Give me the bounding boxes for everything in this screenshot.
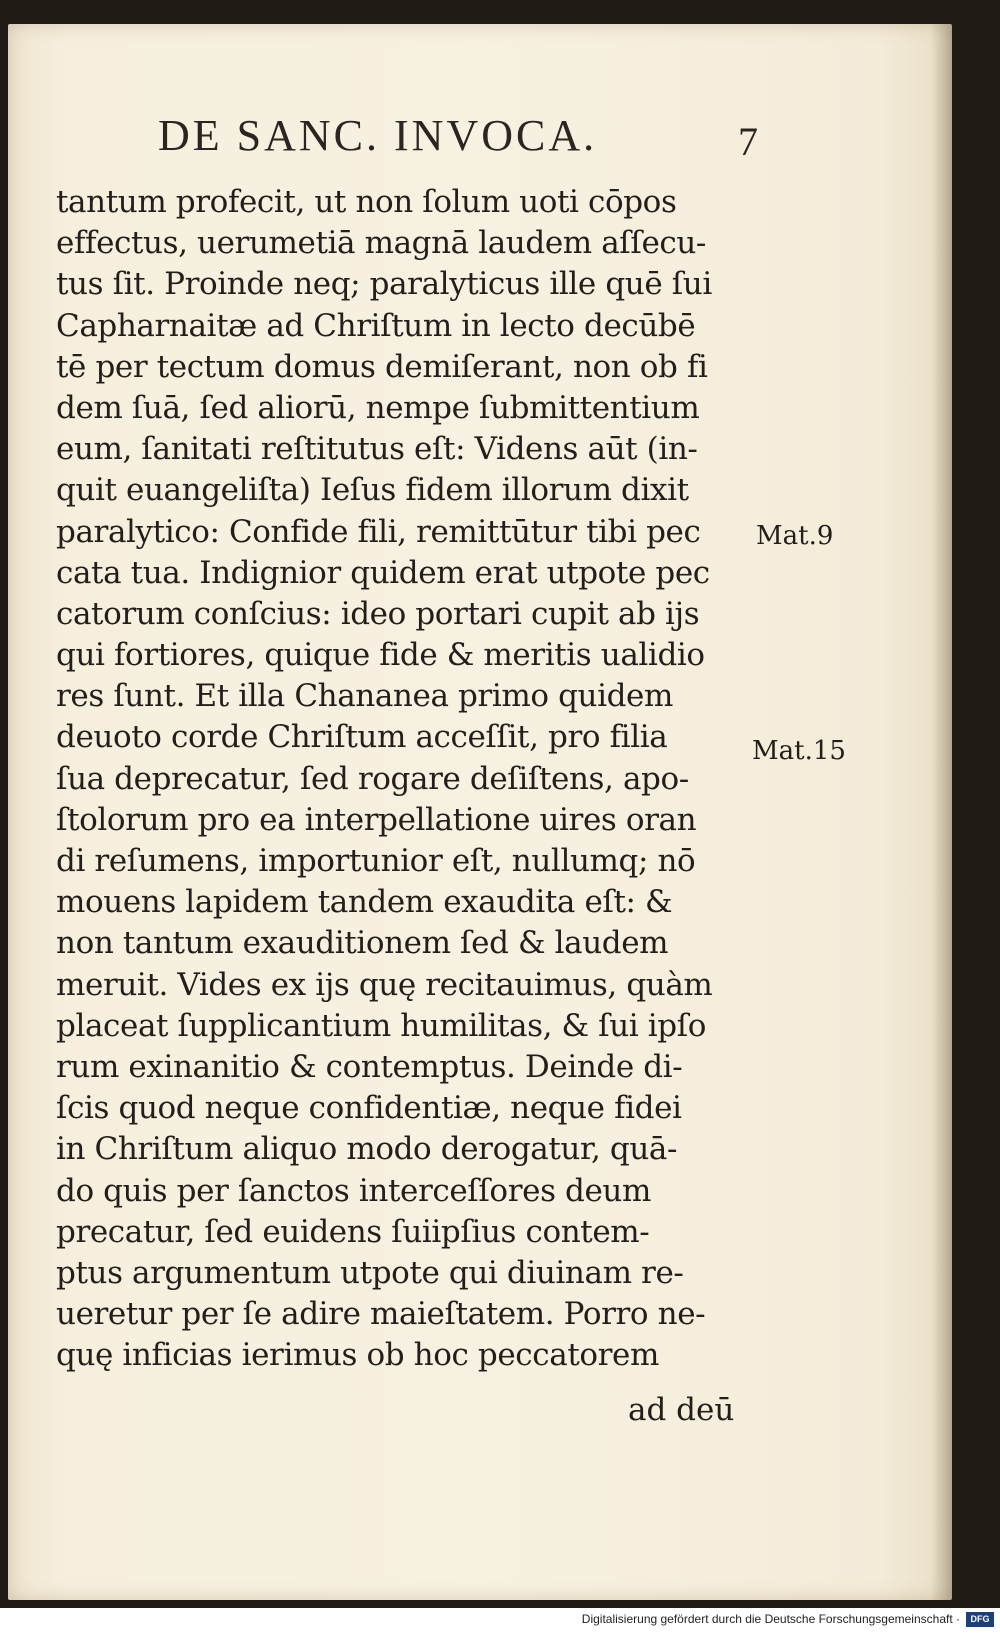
running-head: DE SANC. INVOCA. <box>158 111 598 160</box>
text-line: precatur, ſed euidens ſuiipſius contem- <box>56 1213 650 1250</box>
text-line: paralytico: Confide fili, remittūtur tibi pec <box>56 513 701 550</box>
text-line: Capharnaitæ ad Chriſtum in lecto decūbē <box>56 307 696 344</box>
text-line: non tantum exauditionem ſed & laudem <box>56 925 669 962</box>
body-text <box>56 182 746 1376</box>
folio-mark: 7 <box>738 119 758 164</box>
text-line: ſtolorum pro ea interpellatione uires oran <box>56 801 697 838</box>
margin-note-mat15: Mat.15 <box>752 736 846 766</box>
text-line: do quis per ſanctos interceſſores deum <box>56 1172 651 1209</box>
text-line: cata tua. Indignior quidem erat utpote pec <box>56 554 710 591</box>
text-line: di reſumens, importunior eſt, nullumq; nō <box>56 843 696 879</box>
text-line: placeat ſupplicantium humilitas, & ſui ipſo <box>56 1007 707 1044</box>
footer-bar <box>0 1608 1000 1633</box>
text-line: quit euangeliſta) Ieſus fidem illorum dixit <box>56 472 689 509</box>
text-line: res ſunt. Et illa Chananea primo quidem <box>56 678 673 715</box>
text-line: effectus, uerumetiā magnā laudem aſſecu- <box>56 225 706 262</box>
text-line: mouens lapidem tandem exaudita eſt: & <box>56 884 673 921</box>
margin-note-mat9: Mat.9 <box>756 521 834 551</box>
text-line: tus ſit. Proinde neq; paralyticus ille quē ſui <box>56 266 712 303</box>
text-line: qui fortiores, quique fide & meritis ualidio <box>56 637 705 674</box>
text-line: ſcis quod neque confidentiæ, neque fidei <box>56 1090 682 1127</box>
text-line: catorum conſcius: ideo portari cupit ab ijs <box>56 595 700 632</box>
text-line: ueretur per ſe adire maieſtatem. Porro ne- <box>56 1296 706 1333</box>
text-line: in Chriſtum aliquo modo derogatur, quā- <box>56 1131 678 1168</box>
catchword: ad deū <box>628 1392 735 1428</box>
text-line: eum, ſanitati reſtitutus eſt: Videns aūt (in- <box>56 431 698 468</box>
text-line: deuoto corde Chriſtum acceſſit, pro filia <box>56 719 668 756</box>
text-line: tē per tectum domus demiſerant, non ob fi <box>56 348 708 385</box>
page-edge-shadow <box>930 24 952 1600</box>
funding-credit: Digitalisierung gefördert durch die Deutsche Forschungsgemeinschaft · <box>581 1612 960 1626</box>
text-line: ſua deprecatur, ſed rogare deſiſtens, apo- <box>56 760 689 797</box>
text-line: tantum profecit, ut non ſolum uoti cōpos <box>56 184 677 220</box>
book-page <box>8 24 952 1600</box>
text-line: meruit. Vides ex ijs quę recitauimus, quàm <box>56 966 713 1003</box>
text-line: quę inficias ierimus ob hoc peccatorem <box>56 1337 659 1374</box>
text-line: ptus argumentum utpote qui diuinam re- <box>56 1254 684 1291</box>
text-line: rum exinanitio & contemptus. Deinde di- <box>56 1048 683 1085</box>
dfg-logo-icon: DFG <box>966 1612 994 1627</box>
text-line: dem ſuā, ſed aliorū, nempe ſubmittentium <box>56 389 700 426</box>
